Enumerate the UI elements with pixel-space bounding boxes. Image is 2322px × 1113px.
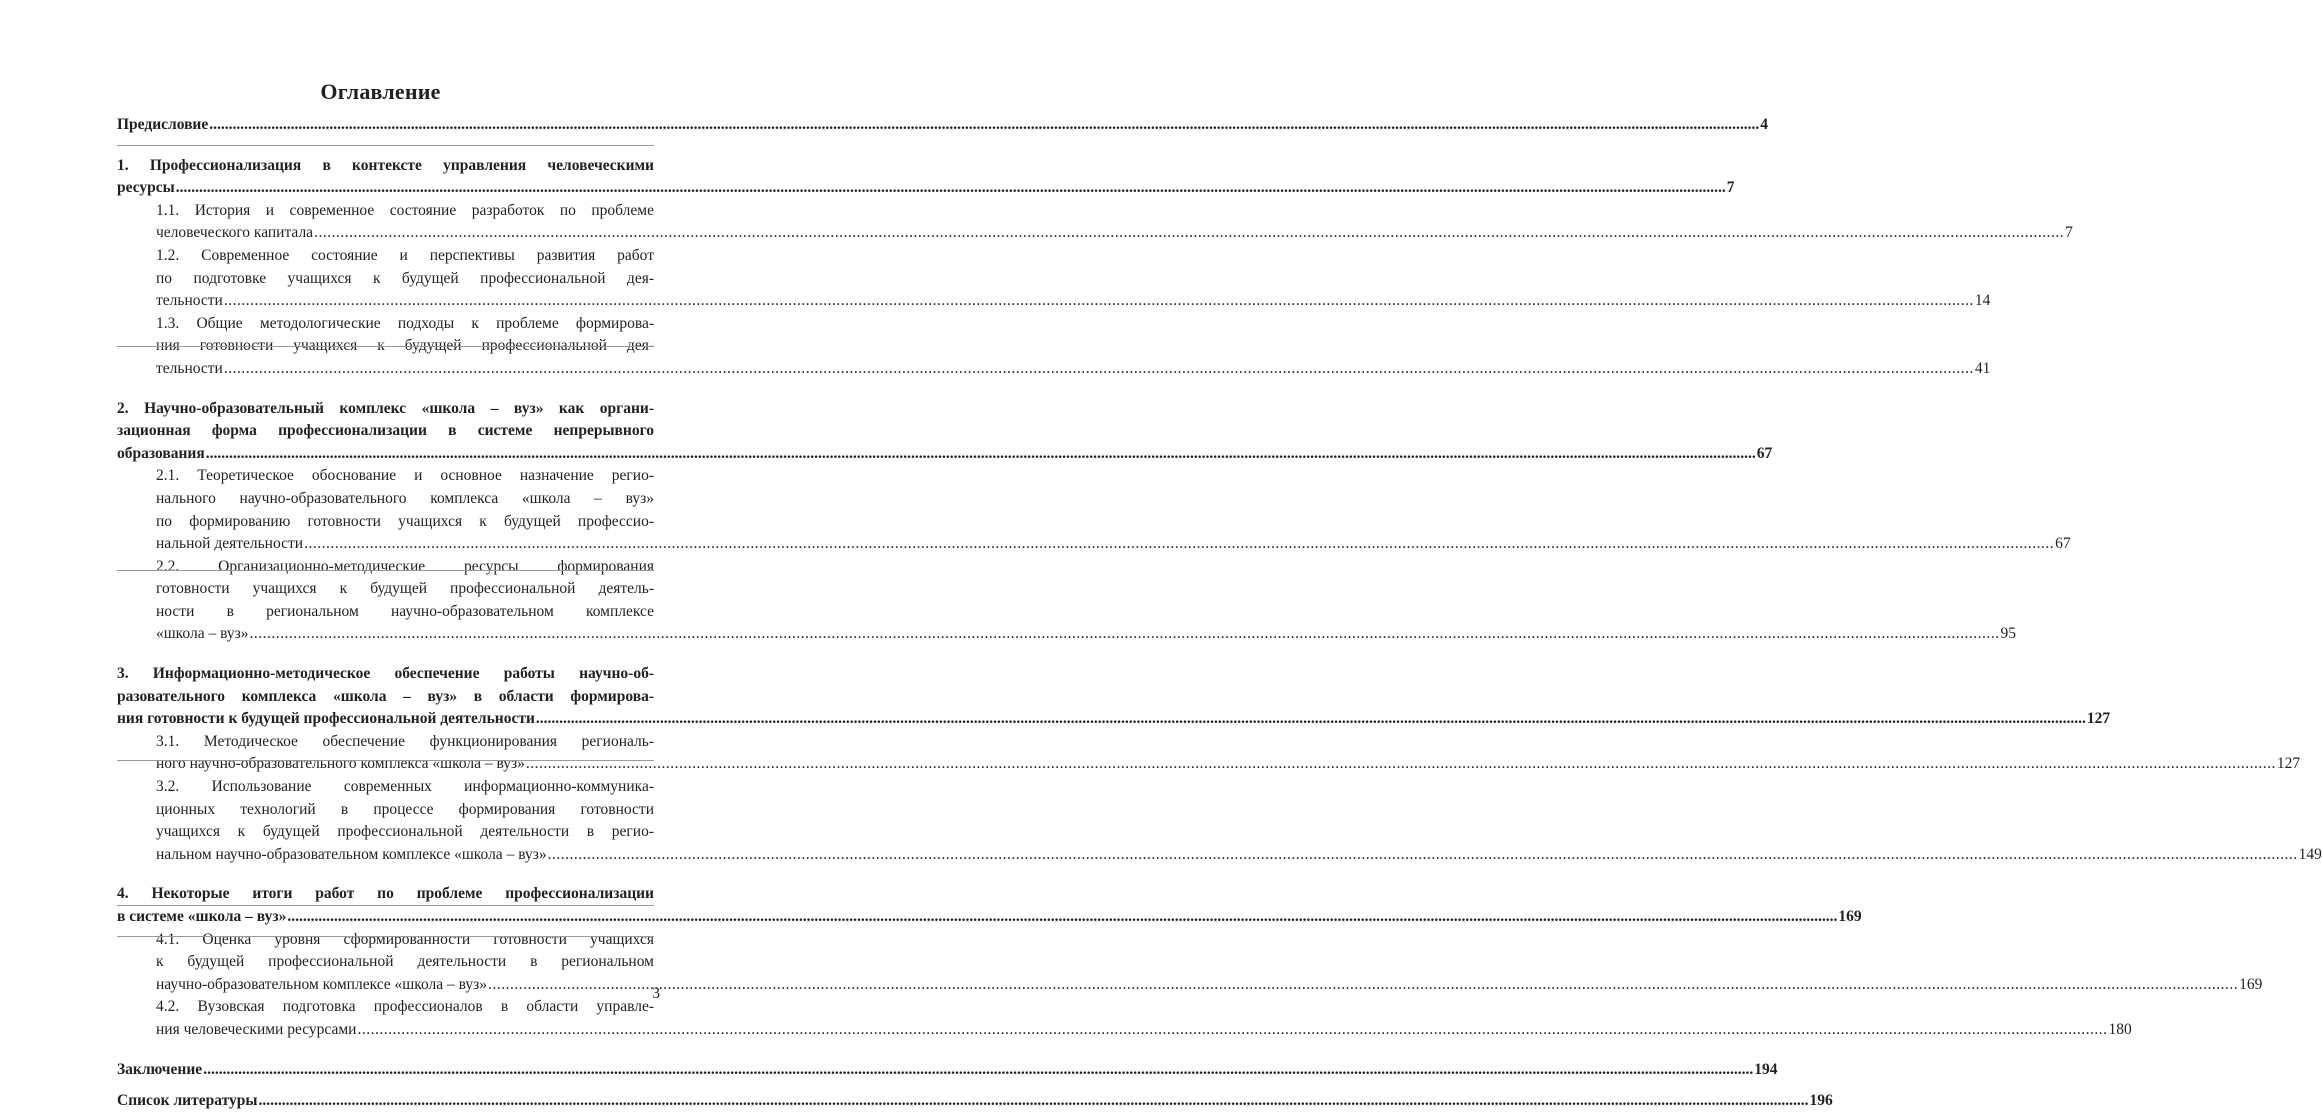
toc-entry-line: 2.1. Теоретическое обоснование и основное назначение регио- <box>156 467 654 485</box>
toc-entry-page: 169 <box>2239 975 2263 993</box>
dot-leader <box>209 114 1759 137</box>
toc-entry-line: учащихся к будущей профессиональной деятельности в регио- <box>156 823 654 841</box>
toc-entry-references <box>117 1090 1833 1113</box>
toc-entry-chapter-2 <box>117 398 1773 466</box>
toc-entry-line: ционных технологий в процессе формирования готовности <box>156 800 654 818</box>
divider <box>117 760 654 761</box>
toc-entry-line: зационная форма профессионализации в системе непрерывного <box>117 422 654 440</box>
divider <box>117 346 654 347</box>
toc-entry-page: 67 <box>1756 444 1773 462</box>
toc-entry-line <box>156 623 2017 646</box>
dot-leader <box>287 906 1837 929</box>
dot-leader <box>224 358 1974 381</box>
toc-entry-line <box>117 708 2111 731</box>
dot-leader <box>357 1019 2107 1042</box>
toc-entry-title: тельности <box>156 359 223 377</box>
toc-entry-title: ресурсы <box>117 179 175 197</box>
toc-entry-conclusion <box>117 1059 1778 1082</box>
toc-entry-section-2-1 <box>156 465 2071 555</box>
toc-entry-line <box>117 1059 1778 1082</box>
toc-entry-section-4-2 <box>156 996 2132 1041</box>
toc-entry-line: 1.2. Современное состояние и перспективы развития работ <box>156 246 654 264</box>
toc-entry-page: 180 <box>2108 1020 2132 1038</box>
toc-entry-line: 4. Некоторые итоги работ по проблеме профессионализации <box>117 885 654 903</box>
divider <box>117 570 654 571</box>
dot-leader <box>548 844 2298 867</box>
divider <box>117 145 654 146</box>
toc-entry-line: 2. Научно-образовательный комплекс «школа – вуз» как органи- <box>117 399 654 417</box>
toc-entry-line <box>156 533 2071 556</box>
dot-leader <box>176 177 1726 200</box>
toc-entry-chapter-3 <box>117 663 2111 731</box>
toc-entry-chapter-4 <box>117 883 1862 928</box>
toc-entry-section-4-1 <box>156 929 2263 997</box>
dot-leader <box>258 1090 1808 1113</box>
toc-entry-title: человеческого капитала <box>156 224 314 242</box>
toc-entry-page: 7 <box>2065 224 2073 242</box>
dot-leader <box>304 533 2054 556</box>
toc-entry-section-1-1 <box>156 200 2073 245</box>
toc-entry-page: 14 <box>1974 292 1991 310</box>
toc-entry-title: «школа – вуз» <box>156 625 249 643</box>
toc-entry-line <box>156 222 2073 245</box>
dot-leader <box>314 222 2064 245</box>
toc-entry-line: нального научно-образовательного комплекса «школа – вуз» <box>156 489 654 507</box>
toc-entry-page: 196 <box>1809 1092 1833 1110</box>
toc-entry-line <box>156 844 2322 867</box>
divider <box>117 936 654 937</box>
toc-entry-line: 3. Информационно-методическое обеспечение работы научно-об- <box>117 665 654 683</box>
toc-entry-line <box>117 1090 1833 1113</box>
toc-entry-section-1-2 <box>156 245 1991 313</box>
dot-leader <box>203 1059 1753 1082</box>
dot-leader <box>206 443 1756 466</box>
dot-leader <box>488 974 2238 997</box>
toc-entry-line <box>156 1019 2132 1042</box>
toc-entry-page: 169 <box>1838 908 1862 925</box>
toc-entry-line: по подготовке учащихся к будущей профессиональной дея- <box>156 269 654 287</box>
toc-entry-title: Предисловие <box>117 116 209 133</box>
toc-entry-line: 1.3. Общие методологические подходы к проблеме формирова- <box>156 314 654 332</box>
toc-entry-title: образования <box>117 444 205 462</box>
toc-entry-title: Список литературы <box>117 1092 258 1110</box>
toc-entry-line: 1.1. История и современное состояние разработок по проблеме <box>156 201 654 219</box>
toc-entry-line: ности в региональном научно-образовательном комплексе <box>156 602 654 620</box>
toc-entry-page: 95 <box>2000 625 2017 643</box>
toc-entry-page: 41 <box>1974 359 1991 377</box>
page-number: 3 <box>652 985 660 1002</box>
toc-entry-line: 3.2. Использование современных информационно-коммуника- <box>156 778 654 796</box>
dot-leader <box>526 753 2276 776</box>
toc-entry-line: 2.2. Организационно-методические ресурсы формирования <box>156 557 654 575</box>
toc-entry-line: 3.1. Методическое обеспечение функционирования региональ- <box>156 732 654 750</box>
toc-entry-title: нальной деятельности <box>156 535 304 553</box>
toc-entry-title: в системе «школа – вуз» <box>117 908 287 925</box>
toc-entry-page: 194 <box>1754 1060 1778 1078</box>
toc-entry-line: по формированию готовности учащихся к будущей профессио- <box>156 512 654 530</box>
toc-entry-line: 1. Профессионализация в контексте управления человеческими <box>117 156 654 174</box>
table-of-contents <box>117 114 2322 1113</box>
toc-entry-line <box>156 290 1991 313</box>
page-title: Оглавление <box>320 79 441 104</box>
dot-leader <box>536 708 2086 731</box>
toc-entry-page: 127 <box>2086 710 2111 728</box>
toc-entry-line: готовности учащихся к будущей профессиональной деятель- <box>156 580 654 598</box>
toc-entry-line <box>117 177 1735 200</box>
toc-entry-line <box>156 974 2263 997</box>
toc-entry-preface <box>117 114 1768 137</box>
toc-entry-line <box>117 114 1768 137</box>
toc-entry-line <box>117 443 1773 466</box>
toc-entry-title: нальном научно-образовательном комплексе «школа – вуз» <box>156 845 547 863</box>
toc-entry-page: 4 <box>1760 116 1768 133</box>
toc-entry-line <box>156 753 2301 776</box>
toc-entry-line: 4.2. Вузовская подготовка профессионалов в области управле- <box>156 998 654 1016</box>
toc-entry-chapter-1 <box>117 155 1735 200</box>
toc-entry-line <box>156 358 1991 381</box>
dot-leader <box>250 623 2000 646</box>
toc-entry-title: научно-образовательном комплексе «школа – вуз» <box>156 975 488 993</box>
toc-entry-line <box>117 906 1862 929</box>
divider <box>117 905 654 906</box>
toc-entry-page: 149 <box>2298 845 2322 863</box>
toc-entry-title: тельности <box>156 292 223 310</box>
toc-entry-page: 67 <box>2055 535 2071 553</box>
toc-entry-title: ного научно-образовательного комплекса «школа – вуз» <box>156 755 525 773</box>
toc-entry-line: разовательного комплекса «школа – вуз» в области формирова- <box>117 687 654 705</box>
toc-entry-page: 7 <box>1726 179 1735 197</box>
toc-entry-section-3-2 <box>156 776 2322 866</box>
toc-entry-page: 127 <box>2276 755 2301 773</box>
toc-entry-line: к будущей профессиональной деятельности в региональном <box>156 953 654 971</box>
toc-entry-title: Заключение <box>117 1060 203 1078</box>
toc-entry-title: ния человеческими ресурсами <box>156 1020 357 1038</box>
dot-leader <box>224 290 1974 313</box>
toc-entry-section-3-1 <box>156 731 2301 776</box>
toc-entry-title: ния готовности к будущей профессиональной деятельности <box>117 710 535 728</box>
toc-entry-line: ния готовности учащихся к будущей профессиональной дея- <box>156 337 654 355</box>
toc-entry-line: 4.1. Оценка уровня сформированности готовности учащихся <box>156 930 654 948</box>
